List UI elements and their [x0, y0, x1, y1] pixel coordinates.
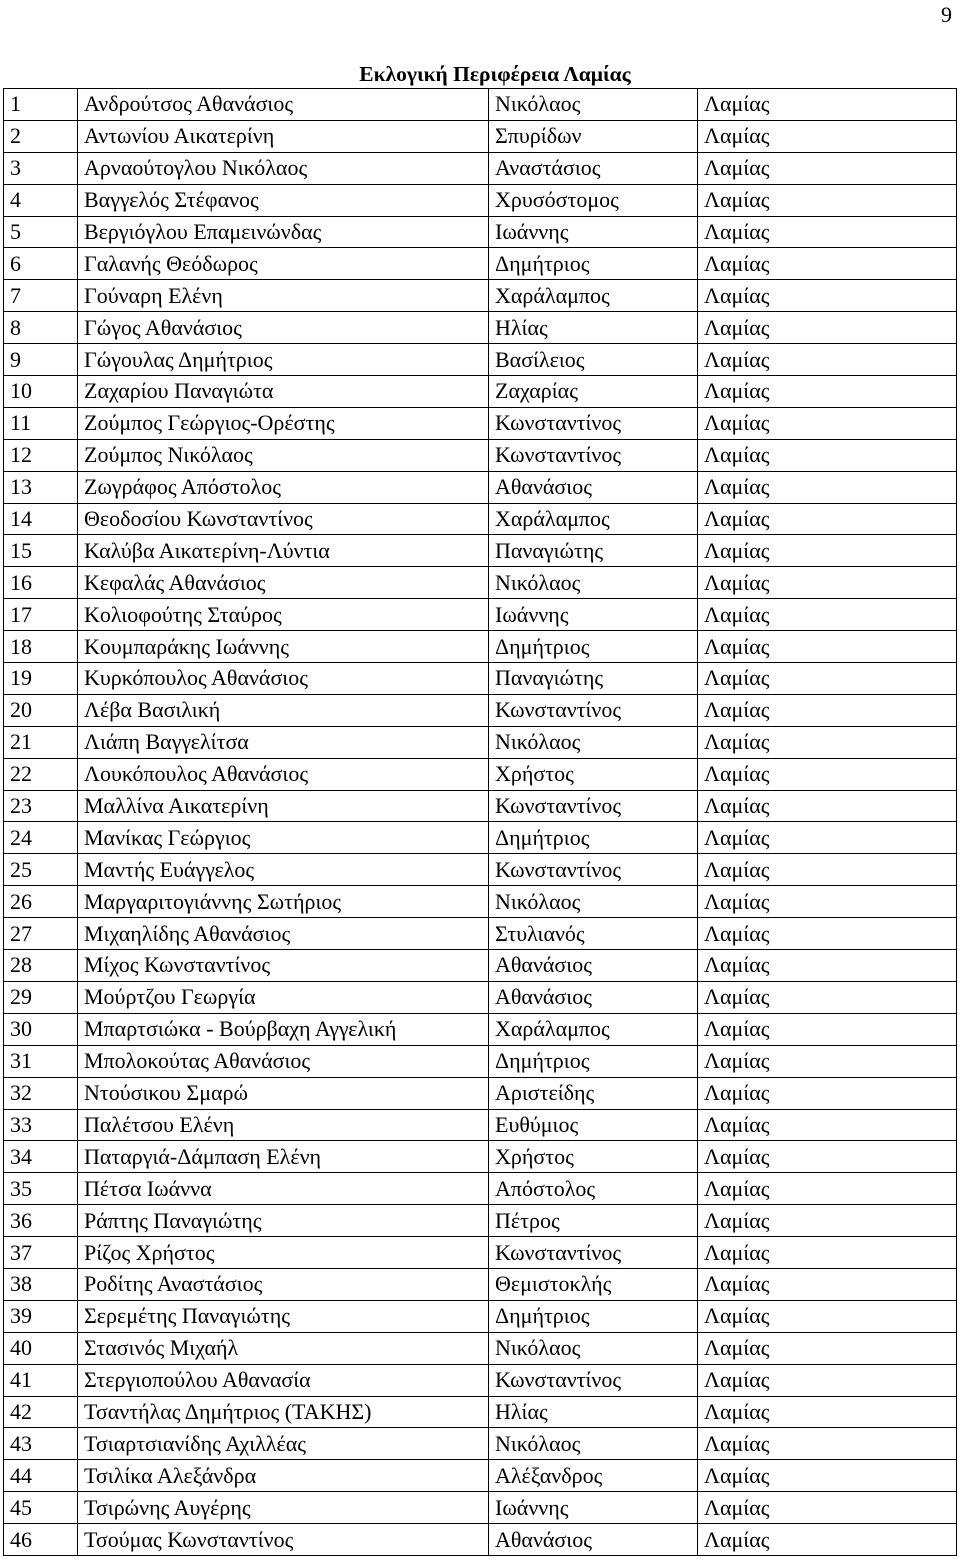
- candidate-name-cell: Βαγγελός Στέφανος: [78, 184, 489, 216]
- table-row: [4, 694, 957, 726]
- row-number-cell: 42: [4, 1396, 78, 1428]
- father-name-cell: Ευθύμιος: [489, 1109, 698, 1141]
- father-name-cell: Χαράλαμπος: [489, 1013, 698, 1045]
- table-row: [4, 822, 957, 854]
- row-number-cell: 28: [4, 950, 78, 982]
- table-row: [4, 312, 957, 344]
- region-cell: Λαμίας: [698, 726, 957, 758]
- table-row: [4, 152, 957, 184]
- father-name-cell: Νικόλαος: [489, 886, 698, 918]
- row-number-cell: 5: [4, 216, 78, 248]
- candidate-name-cell: Ροδίτης Αναστάσιος: [78, 1268, 489, 1300]
- region-cell: Λαμίας: [698, 248, 957, 280]
- region-cell: Λαμίας: [698, 1364, 957, 1396]
- father-name-cell: Αθανάσιος: [489, 471, 698, 503]
- father-name-cell: Νικόλαος: [489, 1428, 698, 1460]
- region-title: Εκλογική Περιφέρεια Λαμίας: [359, 62, 631, 86]
- candidate-name-cell: Λουκόπουλος Αθανάσιος: [78, 758, 489, 790]
- table-row: [4, 567, 957, 599]
- row-number-cell: 8: [4, 312, 78, 344]
- row-number-cell: 1: [4, 89, 78, 121]
- table-row: [4, 1013, 957, 1045]
- father-name-cell: Νικόλαος: [489, 89, 698, 121]
- row-number-cell: 35: [4, 1173, 78, 1205]
- candidate-name-cell: Ρίζος Χρήστος: [78, 1237, 489, 1269]
- candidate-name-cell: Κεφαλάς Αθανάσιος: [78, 567, 489, 599]
- region-cell: Λαμίας: [698, 981, 957, 1013]
- row-number-cell: 11: [4, 407, 78, 439]
- candidate-name-cell: Ράπτης Παναγιώτης: [78, 1205, 489, 1237]
- table-row: [4, 248, 957, 280]
- region-cell: Λαμίας: [698, 1205, 957, 1237]
- row-number-cell: 36: [4, 1205, 78, 1237]
- candidate-name-cell: Κουμπαράκης Ιωάννης: [78, 631, 489, 663]
- table-row: [4, 216, 957, 248]
- row-number-cell: 4: [4, 184, 78, 216]
- region-cell: Λαμίας: [698, 918, 957, 950]
- row-number-cell: 37: [4, 1237, 78, 1269]
- father-name-cell: Βασίλειος: [489, 344, 698, 376]
- father-name-cell: Χαράλαμπος: [489, 280, 698, 312]
- row-number-cell: 14: [4, 503, 78, 535]
- father-name-cell: Κωνσταντίνος: [489, 790, 698, 822]
- row-number-cell: 25: [4, 854, 78, 886]
- region-cell: Λαμίας: [698, 152, 957, 184]
- row-number-cell: 24: [4, 822, 78, 854]
- candidate-name-cell: Ντούσικου Σμαρώ: [78, 1077, 489, 1109]
- row-number-cell: 31: [4, 1045, 78, 1077]
- candidate-name-cell: Παταργιά-Δάμπαση Ελένη: [78, 1141, 489, 1173]
- region-cell: Λαμίας: [698, 599, 957, 631]
- table-row: [4, 344, 957, 376]
- region-cell: Λαμίας: [698, 1492, 957, 1524]
- father-name-cell: Κωνσταντίνος: [489, 854, 698, 886]
- region-cell: Λαμίας: [698, 822, 957, 854]
- row-number-cell: 26: [4, 886, 78, 918]
- row-number-cell: 32: [4, 1077, 78, 1109]
- father-name-cell: Ιωάννης: [489, 1492, 698, 1524]
- row-number-cell: 21: [4, 726, 78, 758]
- row-number-cell: 3: [4, 152, 78, 184]
- row-number-cell: 38: [4, 1268, 78, 1300]
- father-name-cell: Ζαχαρίας: [489, 376, 698, 408]
- father-name-cell: Δημήτριος: [489, 631, 698, 663]
- father-name-cell: Παναγιώτης: [489, 663, 698, 695]
- father-name-cell: Νικόλαος: [489, 1332, 698, 1364]
- father-name-cell: Κωνσταντίνος: [489, 1237, 698, 1269]
- row-number-cell: 2: [4, 120, 78, 152]
- candidate-name-cell: Μαντής Ευάγγελος: [78, 854, 489, 886]
- candidate-name-cell: Τσιαρτσιανίδης Αχιλλέας: [78, 1428, 489, 1460]
- father-name-cell: Νικόλαος: [489, 567, 698, 599]
- candidate-name-cell: Τσιλίκα Αλεξάνδρα: [78, 1460, 489, 1492]
- candidate-name-cell: Γώγος Αθανάσιος: [78, 312, 489, 344]
- region-cell: Λαμίας: [698, 854, 957, 886]
- row-number-cell: 13: [4, 471, 78, 503]
- table-row: [4, 376, 957, 408]
- table-row: [4, 1460, 957, 1492]
- row-number-cell: 22: [4, 758, 78, 790]
- table-row: [4, 1077, 957, 1109]
- row-number-cell: 16: [4, 567, 78, 599]
- region-cell: Λαμίας: [698, 663, 957, 695]
- candidate-name-cell: Τσιρώνης Αυγέρης: [78, 1492, 489, 1524]
- father-name-cell: Αθανάσιος: [489, 1524, 698, 1556]
- candidate-name-cell: Ζωγράφος Απόστολος: [78, 471, 489, 503]
- father-name-cell: Πέτρος: [489, 1205, 698, 1237]
- region-cell: Λαμίας: [698, 1396, 957, 1428]
- father-name-cell: Χρήστος: [489, 1141, 698, 1173]
- table-row: [4, 1237, 957, 1269]
- candidate-name-cell: Ανδρούτσος Αθανάσιος: [78, 89, 489, 121]
- father-name-cell: Ιωάννης: [489, 599, 698, 631]
- table-row: [4, 663, 957, 695]
- candidate-name-cell: Μπολοκούτας Αθανάσιος: [78, 1045, 489, 1077]
- row-number-cell: 29: [4, 981, 78, 1013]
- region-cell: Λαμίας: [698, 1077, 957, 1109]
- candidate-name-cell: Μαλλίνα Αικατερίνη: [78, 790, 489, 822]
- candidate-name-cell: Μανίκας Γεώργιος: [78, 822, 489, 854]
- table-row: [4, 1045, 957, 1077]
- candidates-table: [3, 88, 957, 1556]
- region-cell: Λαμίας: [698, 758, 957, 790]
- row-number-cell: 17: [4, 599, 78, 631]
- table-row: [4, 1428, 957, 1460]
- table-row: [4, 184, 957, 216]
- row-number-cell: 34: [4, 1141, 78, 1173]
- region-cell: Λαμίας: [698, 631, 957, 663]
- row-number-cell: 41: [4, 1364, 78, 1396]
- table-row: [4, 280, 957, 312]
- row-number-cell: 7: [4, 280, 78, 312]
- candidate-name-cell: Αρναούτογλου Νικόλαος: [78, 152, 489, 184]
- table-row: [4, 758, 957, 790]
- candidate-name-cell: Μούρτζου Γεωργία: [78, 981, 489, 1013]
- candidate-name-cell: Θεοδοσίου Κωνσταντίνος: [78, 503, 489, 535]
- table-row: [4, 950, 957, 982]
- father-name-cell: Αλέξανδρος: [489, 1460, 698, 1492]
- region-cell: Λαμίας: [698, 1332, 957, 1364]
- father-name-cell: Κωνσταντίνος: [489, 694, 698, 726]
- table-row: [4, 981, 957, 1013]
- row-number-cell: 19: [4, 663, 78, 695]
- father-name-cell: Δημήτριος: [489, 248, 698, 280]
- row-number-cell: 44: [4, 1460, 78, 1492]
- candidate-name-cell: Καλύβα Αικατερίνη-Λύντια: [78, 535, 489, 567]
- candidate-name-cell: Σερεμέτης Παναγιώτης: [78, 1300, 489, 1332]
- father-name-cell: Στυλιανός: [489, 918, 698, 950]
- table-row: [4, 1141, 957, 1173]
- father-name-cell: Δημήτριος: [489, 822, 698, 854]
- candidate-name-cell: Βεργιόγλου Επαμεινώνδας: [78, 216, 489, 248]
- candidate-name-cell: Γαλανής Θεόδωρος: [78, 248, 489, 280]
- region-cell: Λαμίας: [698, 471, 957, 503]
- father-name-cell: Αριστείδης: [489, 1077, 698, 1109]
- region-cell: Λαμίας: [698, 790, 957, 822]
- father-name-cell: Χαράλαμπος: [489, 503, 698, 535]
- candidate-name-cell: Τσούμας Κωνσταντίνος: [78, 1524, 489, 1556]
- father-name-cell: Ηλίας: [489, 1396, 698, 1428]
- table-row: [4, 535, 957, 567]
- table-row: [4, 1173, 957, 1205]
- father-name-cell: Δημήτριος: [489, 1300, 698, 1332]
- table-row: [4, 1492, 957, 1524]
- father-name-cell: Κωνσταντίνος: [489, 1364, 698, 1396]
- table-row: [4, 1300, 957, 1332]
- candidate-name-cell: Κυρκόπουλος Αθανάσιος: [78, 663, 489, 695]
- region-cell: Λαμίας: [698, 1045, 957, 1077]
- region-cell: Λαμίας: [698, 376, 957, 408]
- table-row: [4, 1332, 957, 1364]
- candidate-name-cell: Λέβα Βασιλική: [78, 694, 489, 726]
- page-number: 9: [941, 2, 952, 27]
- father-name-cell: Σπυρίδων: [489, 120, 698, 152]
- region-cell: Λαμίας: [698, 1141, 957, 1173]
- table-row: [4, 503, 957, 535]
- region-cell: Λαμίας: [698, 1013, 957, 1045]
- candidate-name-cell: Γώγουλας Δημήτριος: [78, 344, 489, 376]
- region-cell: Λαμίας: [698, 312, 957, 344]
- father-name-cell: Χρυσόστομος: [489, 184, 698, 216]
- row-number-cell: 18: [4, 631, 78, 663]
- region-cell: Λαμίας: [698, 1524, 957, 1556]
- region-cell: Λαμίας: [698, 1460, 957, 1492]
- region-cell: Λαμίας: [698, 1300, 957, 1332]
- region-cell: Λαμίας: [698, 1268, 957, 1300]
- row-number-cell: 27: [4, 918, 78, 950]
- candidate-name-cell: Αντωνίου Αικατερίνη: [78, 120, 489, 152]
- table-row: [4, 1364, 957, 1396]
- region-cell: Λαμίας: [698, 407, 957, 439]
- region-cell: Λαμίας: [698, 567, 957, 599]
- region-cell: Λαμίας: [698, 89, 957, 121]
- row-number-cell: 20: [4, 694, 78, 726]
- father-name-cell: Νικόλαος: [489, 726, 698, 758]
- region-cell: Λαμίας: [698, 1237, 957, 1269]
- region-cell: Λαμίας: [698, 216, 957, 248]
- candidate-name-cell: Ζούμπος Νικόλαος: [78, 439, 489, 471]
- candidate-name-cell: Ζούμπος Γεώργιος-Ορέστης: [78, 407, 489, 439]
- table-row: [4, 854, 957, 886]
- table-row: [4, 918, 957, 950]
- row-number-cell: 39: [4, 1300, 78, 1332]
- father-name-cell: Αθανάσιος: [489, 981, 698, 1013]
- candidate-name-cell: Γούναρη Ελένη: [78, 280, 489, 312]
- region-cell: Λαμίας: [698, 280, 957, 312]
- father-name-cell: Παναγιώτης: [489, 535, 698, 567]
- region-cell: Λαμίας: [698, 1173, 957, 1205]
- father-name-cell: Ηλίας: [489, 312, 698, 344]
- region-cell: Λαμίας: [698, 694, 957, 726]
- row-number-cell: 15: [4, 535, 78, 567]
- region-cell: Λαμίας: [698, 1428, 957, 1460]
- candidate-name-cell: Μίχος Κωνσταντίνος: [78, 950, 489, 982]
- row-number-cell: 43: [4, 1428, 78, 1460]
- row-number-cell: 30: [4, 1013, 78, 1045]
- row-number-cell: 12: [4, 439, 78, 471]
- father-name-cell: Κωνσταντίνος: [489, 407, 698, 439]
- table-row: [4, 631, 957, 663]
- candidate-name-cell: Παλέτσου Ελένη: [78, 1109, 489, 1141]
- candidate-name-cell: Μπαρτσιώκα - Βούρβαχη Αγγελική: [78, 1013, 489, 1045]
- father-name-cell: Ιωάννης: [489, 216, 698, 248]
- table-row: [4, 471, 957, 503]
- candidate-name-cell: Στεργιοπούλου Αθανασία: [78, 1364, 489, 1396]
- candidate-name-cell: Λιάπη Βαγγελίτσα: [78, 726, 489, 758]
- region-cell: Λαμίας: [698, 439, 957, 471]
- table-row: [4, 1268, 957, 1300]
- region-cell: Λαμίας: [698, 344, 957, 376]
- region-cell: Λαμίας: [698, 184, 957, 216]
- table-row: [4, 886, 957, 918]
- candidate-name-cell: Μιχαηλίδης Αθανάσιος: [78, 918, 489, 950]
- table-row: [4, 1396, 957, 1428]
- table-row: [4, 1109, 957, 1141]
- father-name-cell: Αθανάσιος: [489, 950, 698, 982]
- region-cell: Λαμίας: [698, 535, 957, 567]
- candidate-name-cell: Κολιοφούτης Σταύρος: [78, 599, 489, 631]
- row-number-cell: 6: [4, 248, 78, 280]
- father-name-cell: Κωνσταντίνος: [489, 439, 698, 471]
- candidate-name-cell: Μαργαριτογιάννης Σωτήριος: [78, 886, 489, 918]
- region-cell: Λαμίας: [698, 950, 957, 982]
- region-cell: Λαμίας: [698, 120, 957, 152]
- father-name-cell: Απόστολος: [489, 1173, 698, 1205]
- father-name-cell: Αναστάσιος: [489, 152, 698, 184]
- table-row: [4, 439, 957, 471]
- candidates-table-body: [4, 89, 957, 1556]
- candidate-name-cell: Στασινός Μιχαήλ: [78, 1332, 489, 1364]
- row-number-cell: 23: [4, 790, 78, 822]
- table-row: [4, 407, 957, 439]
- table-row: [4, 726, 957, 758]
- row-number-cell: 46: [4, 1524, 78, 1556]
- region-cell: Λαμίας: [698, 503, 957, 535]
- table-row: [4, 1205, 957, 1237]
- row-number-cell: 40: [4, 1332, 78, 1364]
- row-number-cell: 9: [4, 344, 78, 376]
- candidate-name-cell: Πέτσα Ιωάννα: [78, 1173, 489, 1205]
- row-number-cell: 45: [4, 1492, 78, 1524]
- table-row: [4, 1524, 957, 1556]
- row-number-cell: 10: [4, 376, 78, 408]
- region-cell: Λαμίας: [698, 886, 957, 918]
- table-row: [4, 120, 957, 152]
- father-name-cell: Δημήτριος: [489, 1045, 698, 1077]
- table-row: [4, 790, 957, 822]
- table-row: [4, 89, 957, 121]
- candidate-name-cell: Ζαχαρίου Παναγιώτα: [78, 376, 489, 408]
- father-name-cell: Χρήστος: [489, 758, 698, 790]
- father-name-cell: Θεμιστοκλής: [489, 1268, 698, 1300]
- candidate-name-cell: Τσαντήλας Δημήτριος (ΤΑΚΗΣ): [78, 1396, 489, 1428]
- row-number-cell: 33: [4, 1109, 78, 1141]
- region-cell: Λαμίας: [698, 1109, 957, 1141]
- table-row: [4, 599, 957, 631]
